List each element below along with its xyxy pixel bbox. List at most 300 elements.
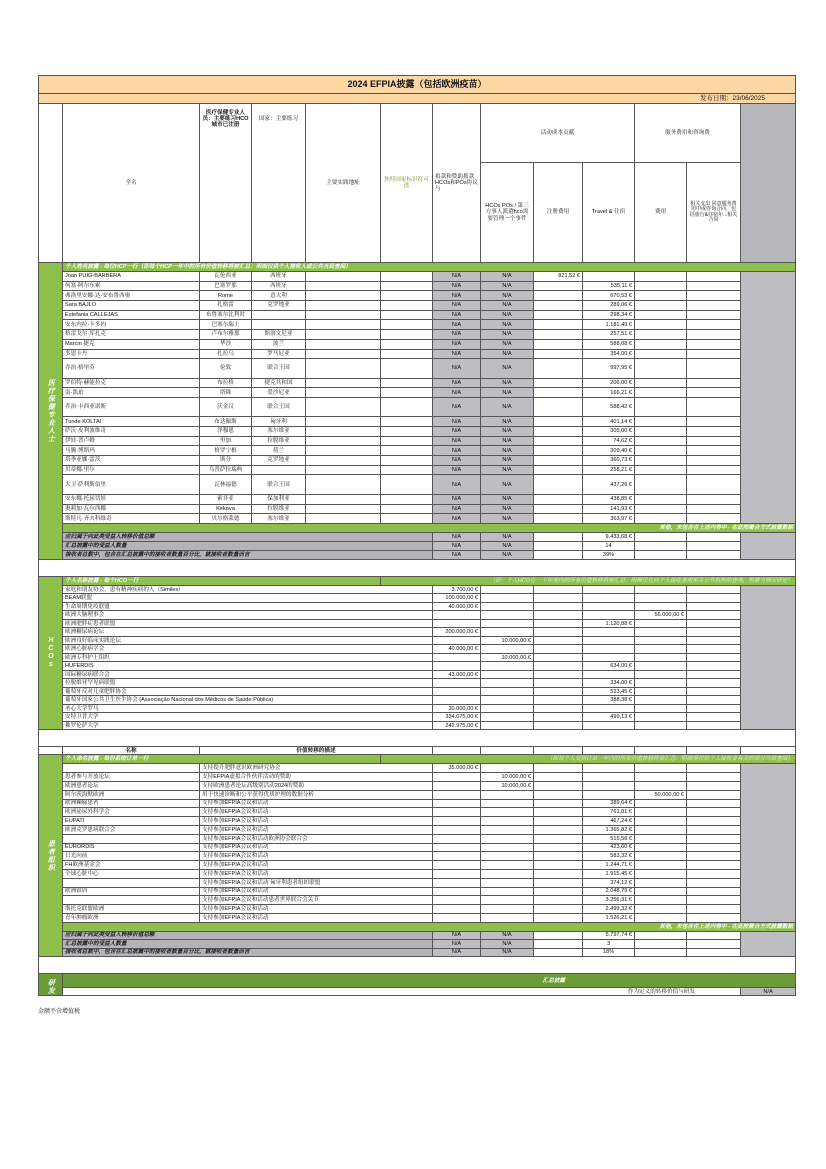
hcp-address: [306, 436, 381, 446]
publish-date: 发布日期：23/06/2025: [39, 94, 796, 104]
hco-related: [687, 713, 741, 722]
po-fee: [635, 782, 687, 791]
po-other-banner: [39, 922, 796, 931]
hco-related: [687, 721, 741, 730]
po-description: 支持参加EFPIA会议和活动 匈牙利患者组织联盟: [200, 878, 433, 887]
hco-fee: [635, 704, 687, 713]
spacer-row: [39, 957, 796, 974]
hcp-city: 布鲁塞尔比利时: [200, 310, 252, 320]
hcp-donations-na: N/A: [433, 514, 481, 524]
disclosure-table: [38, 75, 796, 996]
hcp-name: 罗伯特·赫能拉克: [63, 378, 200, 388]
summary-value: 5.797,74 €: [583, 931, 635, 940]
po-spons: [481, 799, 534, 808]
hcp-disclosure-country: [381, 446, 433, 456]
hcp-address: [306, 446, 381, 456]
summary-label: 应归属于向此类受益人转移价值总额: [63, 532, 433, 541]
hco-related: [687, 662, 741, 671]
hcp-address: [306, 388, 381, 398]
hcp-fee: [635, 427, 687, 437]
hco-name: 葡萄牙反对儿童肥胖协会: [63, 687, 433, 696]
hco-spons: [481, 645, 534, 654]
summary-empty: [534, 550, 583, 559]
hcp-country: 联合王国: [252, 359, 306, 378]
hcp-related: [687, 446, 741, 456]
hcp-banner-title: 个人姓名披露 - 每位HCP一行（即每个HCP一年中的所有价值转移将被汇总：明细仅供个人接收人或公共当局查阅）: [63, 263, 796, 272]
hcp-registration-fee: 821,52 €: [534, 272, 583, 282]
hco-don: 200.000,00 €: [433, 628, 481, 637]
hco-related: [687, 704, 741, 713]
hcp-country: 爱沙尼亚: [252, 388, 306, 398]
hcp-summary-row: [39, 541, 796, 550]
hco-name: 安特卫普大学: [63, 713, 433, 722]
grey-column: [741, 272, 796, 524]
po-don: [433, 834, 481, 843]
hcp-registration-fee: [534, 494, 583, 504]
po-don: [433, 782, 481, 791]
hcp-travel: 1.181,49 €: [583, 320, 635, 330]
po-row: [39, 799, 796, 808]
hcp-related: [687, 339, 741, 349]
hcp-donations-na: N/A: [433, 475, 481, 494]
hco-reg: [534, 602, 583, 611]
summary-label: 接收者总数中，包含在汇总披露中的接收者数量百分比，就接收者数量而言: [63, 948, 433, 957]
po-banner: [39, 755, 796, 764]
hco-row: [39, 721, 796, 730]
hcp-name: 马腾·博斯玛: [63, 446, 200, 456]
hcp-address: [306, 456, 381, 466]
po-description: 支持参加EFPIA会议和活动欧洲协会联合会: [200, 834, 433, 843]
hcp-fee: [635, 514, 687, 524]
po-reg: [534, 790, 583, 799]
hcp-fee: [635, 465, 687, 475]
po-reg: [534, 913, 583, 922]
header-fee: 费用: [635, 163, 687, 263]
hcp-city: 瓦林福德: [200, 475, 252, 494]
po-travel: 423,60 €: [583, 843, 635, 852]
summary-empty: [635, 550, 687, 559]
po-don: [433, 826, 481, 835]
po-col-desc: 价值转移的描述: [200, 747, 433, 755]
hcp-registration-fee: [534, 504, 583, 514]
hcp-name: Tunde KOLTAI: [63, 417, 200, 427]
hcp-row: [39, 475, 796, 494]
hco-related: [687, 594, 741, 603]
hcp-registration-fee: [534, 378, 583, 388]
header-sponsorship: HCOs POs / 第三方事人派遣hco需要管理一个事件: [481, 163, 534, 263]
hco-reg: [534, 636, 583, 645]
hcp-related: [687, 291, 741, 301]
hco-don: 43.000,00 €: [433, 670, 481, 679]
hcp-country: 塞尔维亚: [252, 427, 306, 437]
hco-spons: [481, 679, 534, 688]
hco-related: [687, 645, 741, 654]
hcp-city: 瓦伦西亚: [200, 272, 252, 282]
hco-travel: 634,00 €: [583, 662, 635, 671]
hco-name: HUFERDIS: [63, 662, 433, 671]
spacer-row: [39, 559, 796, 576]
hco-fee: [635, 585, 687, 594]
summary-label: 汇总披露中的受益人数量: [63, 940, 433, 949]
summary-na-2: N/A: [481, 940, 534, 949]
hcp-disclosure-country: [381, 475, 433, 494]
po-spons: [481, 905, 534, 914]
hco-related: [687, 653, 741, 662]
hcp-travel: 309,40 €: [583, 446, 635, 456]
hcp-travel: [583, 272, 635, 282]
hco-spons: [481, 619, 534, 628]
po-row: [39, 817, 796, 826]
hcp-registration-fee: [534, 417, 583, 427]
hcp-name: 乔治·卡西亚诺斯: [63, 397, 200, 416]
hcp-donations-na: N/A: [433, 359, 481, 378]
hco-row: [39, 696, 796, 705]
hco-row: [39, 645, 796, 654]
hcp-donations-na: N/A: [433, 301, 481, 311]
hco-fee: [635, 696, 687, 705]
po-reg: [534, 878, 583, 887]
hcp-city: 索非亚: [200, 494, 252, 504]
hcp-city: 巴塞尔瑞士: [200, 320, 252, 330]
po-related: [687, 878, 741, 887]
po-travel: 583,32 €: [583, 852, 635, 861]
hco-section-label: HCOs: [39, 576, 63, 730]
hcp-country: 保加利亚: [252, 494, 306, 504]
spacer: [39, 957, 796, 974]
po-spons: [481, 896, 534, 905]
hcp-disclosure-country: [381, 378, 433, 388]
hcp-related: [687, 320, 741, 330]
hcp-row: [39, 320, 796, 330]
summary-empty: [534, 948, 583, 957]
hcp-related: [687, 465, 741, 475]
po-fee: 50.000,00 €: [635, 790, 687, 799]
hcp-fee: [635, 291, 687, 301]
date-row: [39, 94, 796, 104]
hcp-sponsorship-na: N/A: [481, 272, 534, 282]
hcp-disclosure-country: [381, 465, 433, 475]
hcp-related: [687, 436, 741, 446]
blank: [39, 747, 63, 755]
hcp-registration-fee: [534, 446, 583, 456]
summary-na-1: N/A: [433, 541, 481, 550]
po-row: [39, 861, 796, 870]
po-reg: [534, 773, 583, 782]
blank: [481, 747, 534, 755]
po-name: [63, 896, 200, 905]
po-description: 支持欧洲患者论坛高级别活动2024的赞助: [200, 782, 433, 791]
po-travel: [583, 773, 635, 782]
header-country: 国家：主要练习: [252, 104, 306, 263]
hcp-related: [687, 359, 741, 378]
hco-fee: [635, 679, 687, 688]
header-hcp-city: 医疗保健专业人员：主要练习HCO城市已注册: [200, 104, 252, 263]
hcp-related: [687, 504, 741, 514]
hcp-other-banner-title: 其他，未包含在上述内容中 - 在此按聚合方式披露数据: [63, 523, 796, 532]
summary-empty: [687, 541, 741, 550]
hcp-name: Sara BAJLO: [63, 301, 200, 311]
hcp-related: [687, 310, 741, 320]
header-blank: [39, 104, 63, 263]
summary-value: 3: [583, 940, 635, 949]
hcp-disclosure-country: [381, 301, 433, 311]
hco-reg: [534, 628, 583, 637]
hcp-row: [39, 378, 796, 388]
header-registration: 注册费用: [534, 163, 583, 263]
hcp-fee: [635, 504, 687, 514]
summary-value: 14: [583, 541, 635, 550]
po-name: 欧洲癫痫患者: [63, 799, 200, 808]
hco-related: [687, 696, 741, 705]
po-spons: [481, 826, 534, 835]
po-row: [39, 790, 796, 799]
summary-empty: [635, 931, 687, 940]
hcp-fee: [635, 339, 687, 349]
hco-reg: [534, 594, 583, 603]
po-name: 日光向前: [63, 852, 200, 861]
po-description: 支持参加EFPIA会议和活动: [200, 905, 433, 914]
hcp-address: [306, 349, 381, 359]
po-reg: [534, 905, 583, 914]
po-reg: [534, 887, 583, 896]
po-description: 用于快速诊断和公平获得优质护理的数据分析: [200, 790, 433, 799]
header-row-1: [39, 104, 796, 163]
hco-related: [687, 628, 741, 637]
hcp-name: 塔季亚娜·雷茨: [63, 456, 200, 466]
hco-travel: [583, 611, 635, 620]
hcp-travel: 74,62 €: [583, 436, 635, 446]
header-full-name: 全名: [63, 104, 200, 263]
po-travel: 467,24 €: [583, 817, 635, 826]
hcp-disclosure-country: [381, 417, 433, 427]
hcp-name: 奥莉加·瓦尔西娜: [63, 504, 200, 514]
hcp-address: [306, 310, 381, 320]
po-row: [39, 773, 796, 782]
hcp-donations-na: N/A: [433, 456, 481, 466]
grey-column: [741, 585, 796, 730]
po-description: 支持提升肥胖意识欧洲研究协会: [200, 764, 433, 773]
hco-fee: [635, 636, 687, 645]
po-spons: [481, 878, 534, 887]
po-name: 阿尔茨海默欧洲: [63, 790, 200, 799]
hco-fee: [635, 713, 687, 722]
hcp-country: 克罗地亚: [252, 456, 306, 466]
hcp-fee: [635, 330, 687, 340]
summary-empty: [687, 532, 741, 541]
hco-don: 334.075,00 €: [433, 713, 481, 722]
hcp-travel: 257,51 €: [583, 330, 635, 340]
hco-row: [39, 670, 796, 679]
hco-related: [687, 619, 741, 628]
hco-banner-note: （即：个人HCO在一个年度内的所有价值转移将被汇总：明细仅在向个人接收者或相关公共机构的查询，根据当情况而定）: [381, 576, 796, 585]
hcp-disclosure-country: [381, 349, 433, 359]
hcp-address: [306, 475, 381, 494]
hcp-disclosure-country: [381, 339, 433, 349]
hcp-donations-na: N/A: [433, 494, 481, 504]
po-related: [687, 887, 741, 896]
po-spons: [481, 764, 534, 773]
po-name: 全球心脏中心: [63, 869, 200, 878]
hco-name: 家庭和朋友协会，患有精神疾病的人（Similes）: [63, 585, 433, 594]
po-related: [687, 817, 741, 826]
hcp-fee: [635, 494, 687, 504]
hcp-fee: [635, 378, 687, 388]
hcp-fee: [635, 310, 687, 320]
hcp-related: [687, 427, 741, 437]
hcp-country: 拉脱维亚: [252, 504, 306, 514]
hcp-row: [39, 291, 796, 301]
summary-label: 接收者总数中，包含在汇总披露中的接收者数量百分比，就接收者数量而言: [63, 550, 433, 559]
po-don: [433, 905, 481, 914]
hco-row: [39, 619, 796, 628]
hcp-city: 贝尔格莱德: [200, 514, 252, 524]
po-name: EUPATI: [63, 817, 200, 826]
po-related: [687, 834, 741, 843]
po-spons: [481, 790, 534, 799]
hcp-fee: [635, 320, 687, 330]
po-don: [433, 878, 481, 887]
hcp-registration-fee: [534, 436, 583, 446]
rd-banner-title: 汇总披露: [63, 974, 796, 988]
hcp-country: 联合王国: [252, 475, 306, 494]
po-reg: [534, 764, 583, 773]
hcp-country: 西班牙: [252, 272, 306, 282]
hcp-row: [39, 514, 796, 524]
hcp-address: [306, 417, 381, 427]
hcp-disclosure-country: [381, 427, 433, 437]
spacer-row: [39, 730, 796, 747]
summary-empty: [534, 532, 583, 541]
hcp-country: 匈牙利: [252, 417, 306, 427]
hcp-sponsorship-na: N/A: [481, 330, 534, 340]
hcp-registration-fee: [534, 475, 583, 494]
hcp-city: 扎拉乌: [200, 349, 252, 359]
hco-spons: [481, 704, 534, 713]
hco-reg: [534, 713, 583, 722]
hco-spons: [481, 662, 534, 671]
hco-related: [687, 585, 741, 594]
po-description: 支持参加EFPIA会议和活动: [200, 887, 433, 896]
hcp-city: 沃金汉: [200, 397, 252, 416]
hcp-registration-fee: [534, 427, 583, 437]
hco-spons: [481, 585, 534, 594]
hco-spons: [481, 696, 534, 705]
hcp-travel: 141,93 €: [583, 504, 635, 514]
po-travel: [583, 782, 635, 791]
po-row: [39, 826, 796, 835]
hcp-country: [252, 320, 306, 330]
hco-reg: [534, 645, 583, 654]
po-travel: 389,64 €: [583, 799, 635, 808]
po-row: [39, 905, 796, 914]
hcp-country: 波兰: [252, 339, 306, 349]
po-travel: [583, 764, 635, 773]
po-travel: 1.915,45 €: [583, 869, 635, 878]
hcp-name: 弗洛里安娜·达·安布鲁西奥: [63, 291, 200, 301]
po-col-name: 名称: [63, 747, 200, 755]
hcp-donations-na: N/A: [433, 291, 481, 301]
po-description: 支持参加EFPIA会议和活动: [200, 852, 433, 861]
po-travel: 515,56 €: [583, 834, 635, 843]
po-fee: [635, 843, 687, 852]
po-reg: [534, 782, 583, 791]
po-summary-row: [39, 940, 796, 949]
hco-reg: [534, 704, 583, 713]
rd-value: N/A: [741, 988, 796, 996]
hcp-travel: 670,53 €: [583, 291, 635, 301]
po-name: 斯托克联盟欧洲: [63, 905, 200, 914]
hco-don: [433, 611, 481, 620]
po-fee: [635, 878, 687, 887]
hco-name: 葡萄牙国家公共卫生医生协会 (Associação Nacional dos Médicos de Saúde Pública): [63, 696, 433, 705]
hcp-disclosure-country: [381, 320, 433, 330]
po-don: [433, 799, 481, 808]
po-description: 支持参加EFPIA会议和活动: [200, 843, 433, 852]
hcp-banner: [39, 263, 796, 272]
summary-empty: [534, 541, 583, 550]
hcp-country: 拉脱维亚: [252, 436, 306, 446]
po-fee: [635, 905, 687, 914]
po-don: [433, 817, 481, 826]
hco-don: [433, 679, 481, 688]
po-don: [433, 896, 481, 905]
hcp-city: 扎格雷: [200, 301, 252, 311]
hco-don: [433, 662, 481, 671]
po-travel: 761,81 €: [583, 808, 635, 817]
po-row: [39, 764, 796, 773]
summary-na-2: N/A: [481, 532, 534, 541]
hcp-registration-fee: [534, 349, 583, 359]
hcp-name: Estefania CALLEJAS: [63, 310, 200, 320]
hcp-name: 安东娜·托屈切娃: [63, 494, 200, 504]
hco-travel: [583, 653, 635, 662]
hcp-address: [306, 427, 381, 437]
po-row: [39, 852, 796, 861]
po-description: 支持参加EFPIA会议和活动: [200, 808, 433, 817]
hcp-fee: [635, 397, 687, 416]
summary-value: 9.433,68 €: [583, 532, 635, 541]
hcp-name: 萨沃·皮利波维奇: [63, 427, 200, 437]
hco-reg: [534, 585, 583, 594]
summary-empty: [687, 948, 741, 957]
hcp-registration-fee: [534, 514, 583, 524]
hco-related: [687, 602, 741, 611]
hco-travel: [583, 670, 635, 679]
rd-label: 作为定义的转移价值与研发: [63, 988, 741, 996]
hcp-travel: 298,34 €: [583, 310, 635, 320]
po-don: [433, 808, 481, 817]
hco-travel: [583, 704, 635, 713]
hco-name: 生命周期免疫联盟: [63, 602, 433, 611]
summary-empty: [635, 948, 687, 957]
hco-reg: [534, 611, 583, 620]
po-spons: [481, 869, 534, 878]
hcp-donations-na: N/A: [433, 397, 481, 416]
hcp-address: [306, 272, 381, 282]
hco-row: [39, 679, 796, 688]
blank: [741, 747, 796, 755]
hco-row: [39, 594, 796, 603]
header-disclosure-country: 独特国家标识符可选: [381, 104, 433, 263]
hcp-donations-na: N/A: [433, 272, 481, 282]
po-fee: [635, 869, 687, 878]
hcp-related: [687, 475, 741, 494]
hcp-country: 捷克共和国: [252, 378, 306, 388]
hco-spons: [481, 602, 534, 611]
hco-travel: 523,45 €: [583, 687, 635, 696]
hco-related: [687, 679, 741, 688]
hcp-related: [687, 388, 741, 398]
